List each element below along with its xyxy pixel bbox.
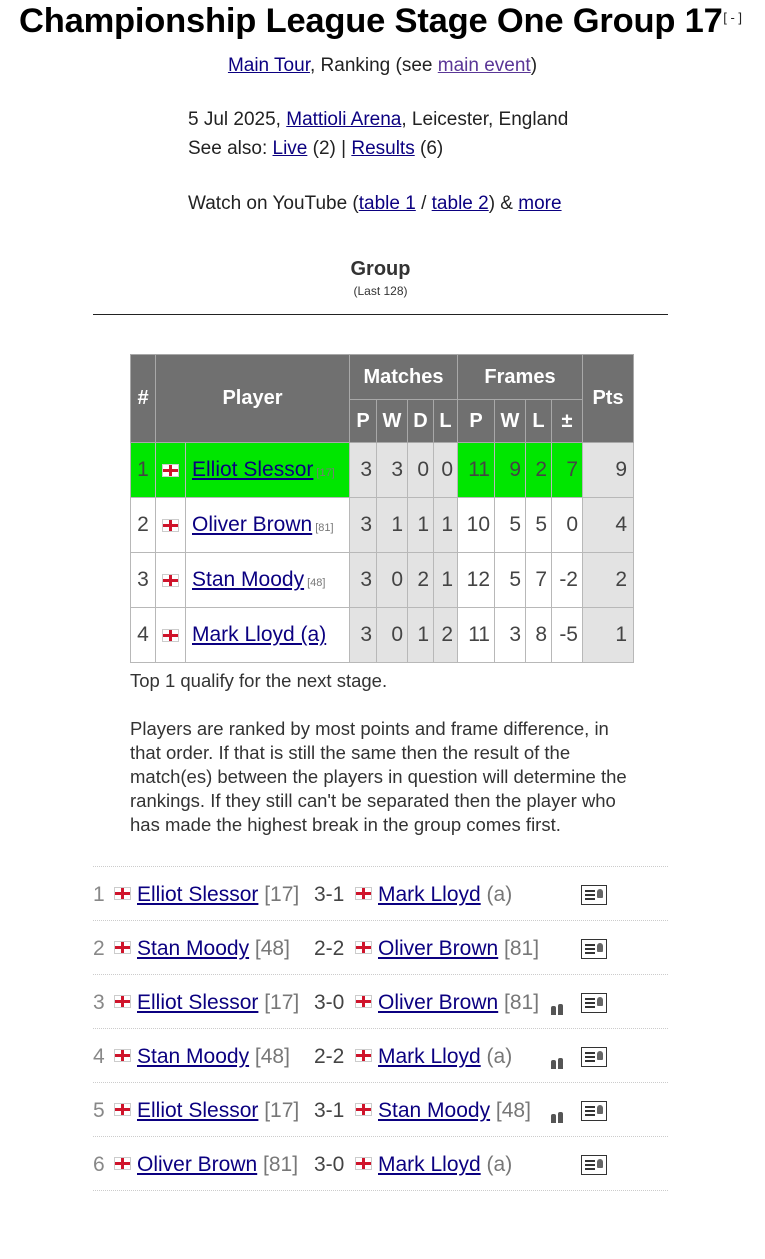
results-link[interactable]: Results [351, 138, 415, 159]
header-frame-difference: ± [552, 400, 583, 443]
frames-lost: 7 [526, 553, 552, 608]
group-heading [93, 258, 668, 298]
header-matches-won: W [377, 400, 408, 443]
england-flag-icon [114, 1049, 131, 1062]
youtube-line [188, 193, 562, 215]
match-detail-icon[interactable] [581, 993, 607, 1019]
match-detail-icon[interactable] [581, 1101, 607, 1127]
header-position: # [131, 355, 156, 443]
match-row [93, 975, 668, 1029]
row-position: 4 [131, 608, 156, 663]
frames-won: 9 [495, 443, 526, 498]
ranking-rules-note: Players are ranked by most points and frame difference, in that order. If that is still the same then the result of the match(es) between the players in question will determine the rankings. If they still can't be separated then the player who has made the highest break in the group comes first. [130, 718, 627, 835]
match-number: 4 [93, 1045, 105, 1068]
frames-lost: 5 [526, 498, 552, 553]
matches-lost: 0 [434, 443, 458, 498]
frame-difference: -2 [552, 553, 583, 608]
see-also-label: See also: [188, 138, 273, 159]
england-flag-icon [162, 464, 179, 477]
matches-won: 0 [377, 553, 408, 608]
header-matches-drawn: D [408, 400, 434, 443]
live-link[interactable]: Live [272, 138, 308, 159]
frames-played: 11 [458, 443, 495, 498]
header-frames: Frames [458, 355, 583, 400]
matches-lost: 1 [434, 498, 458, 553]
frame-difference: -5 [552, 608, 583, 663]
page-title: Championship League Stage One Group 17 [19, 2, 723, 40]
frame-difference: 7 [552, 443, 583, 498]
england-flag-icon [114, 1103, 131, 1116]
player1-link[interactable]: Elliot Slessor [137, 1099, 259, 1122]
match-player2 [355, 937, 539, 961]
player1-seed: [17] [258, 991, 300, 1014]
player1-link[interactable]: Stan Moody [137, 937, 250, 960]
england-flag-icon [355, 887, 372, 900]
match-score: 2-2 [314, 1045, 345, 1068]
match-row [93, 1029, 668, 1083]
match-detail-icon[interactable] [581, 885, 607, 911]
player-seed: [17] [316, 467, 335, 479]
england-flag-icon [162, 574, 179, 587]
match-row [93, 867, 668, 921]
live-count: (2) | [307, 138, 352, 159]
header-points: Pts [583, 355, 634, 443]
flag-cell [156, 498, 186, 553]
england-flag-icon [162, 519, 179, 532]
frames-played: 10 [458, 498, 495, 553]
player2-link[interactable]: Oliver Brown [378, 937, 499, 960]
matches-drawn: 1 [408, 498, 434, 553]
player-link[interactable]: Mark Lloyd (a) [192, 623, 327, 646]
matches-played: 3 [350, 498, 377, 553]
header-matches: Matches [350, 355, 458, 400]
header-matches-lost: L [434, 400, 458, 443]
england-flag-icon [114, 1157, 131, 1170]
collapse-toggle[interactable]: [ - ] [723, 10, 742, 25]
match-score: 3-1 [314, 1099, 345, 1122]
event-date: 5 Jul 2025, [188, 109, 287, 130]
flag-cell [156, 553, 186, 608]
match-detail-icon[interactable] [581, 1047, 607, 1073]
row-position: 3 [131, 553, 156, 608]
match-number: 3 [93, 991, 105, 1014]
player1-link[interactable]: Stan Moody [137, 1045, 250, 1068]
matches-played: 3 [350, 553, 377, 608]
player1-seed: [17] [258, 1099, 300, 1122]
player1-seed: [81] [257, 1153, 299, 1176]
row-position: 2 [131, 498, 156, 553]
match-row [93, 921, 668, 975]
player-seed: [81] [315, 522, 334, 534]
player2-seed: (a) [480, 1045, 513, 1068]
matches-drawn: 0 [408, 443, 434, 498]
match-player2 [355, 1045, 512, 1069]
flag-cell [156, 608, 186, 663]
frames-played: 12 [458, 553, 495, 608]
close-paren: ) [530, 55, 538, 76]
divider [93, 314, 668, 315]
match-score: 3-0 [314, 991, 345, 1014]
match-row [93, 1083, 668, 1137]
table1-link[interactable]: table 1 [358, 193, 416, 214]
youtube-prefix: Watch on YouTube ( [188, 193, 359, 214]
player1-seed: [48] [249, 1045, 290, 1068]
match-player1 [114, 991, 299, 1015]
match-player1 [114, 937, 290, 961]
match-player1 [114, 883, 299, 907]
head-to-head-icon[interactable] [549, 1105, 567, 1129]
tour-navigation [0, 55, 765, 77]
points: 1 [583, 608, 634, 663]
youtube-mid: ) & [488, 193, 519, 214]
player2-seed: [48] [490, 1099, 531, 1122]
england-flag-icon [355, 1157, 372, 1170]
matches-lost: 1 [434, 553, 458, 608]
match-row [93, 1137, 668, 1191]
player2-link[interactable]: Stan Moody [378, 1099, 491, 1122]
points: 4 [583, 498, 634, 553]
player-seed: [48] [307, 577, 326, 589]
group-subtitle: (Last 128) [353, 284, 408, 298]
match-number: 6 [93, 1153, 105, 1176]
table-row [131, 608, 634, 663]
player-cell [186, 443, 350, 498]
player-link[interactable]: Oliver Brown [192, 513, 313, 536]
player2-link[interactable]: Mark Lloyd [378, 1153, 481, 1176]
match-player1 [114, 1045, 290, 1069]
england-flag-icon [355, 995, 372, 1008]
row-position: 1 [131, 443, 156, 498]
date-venue-line [188, 105, 568, 134]
match-number: 5 [93, 1099, 105, 1122]
table-row [131, 443, 634, 498]
player-cell [186, 553, 350, 608]
header-frames-played: P [458, 400, 495, 443]
match-player2 [355, 991, 539, 1015]
match-detail-icon[interactable] [581, 1155, 607, 1181]
table2-link[interactable]: table 2 [431, 193, 489, 214]
see-also-line [188, 134, 568, 163]
player2-link[interactable]: Mark Lloyd [378, 883, 481, 906]
frames-won: 3 [495, 608, 526, 663]
player2-seed: (a) [480, 883, 513, 906]
event-location: , Leicester, England [401, 109, 569, 130]
header-frames-lost: L [526, 400, 552, 443]
match-number: 1 [93, 883, 105, 906]
match-player2 [355, 1099, 531, 1123]
main-event-link[interactable]: main event [437, 55, 531, 76]
head-to-head-icon[interactable] [549, 1051, 567, 1075]
england-flag-icon [355, 1049, 372, 1062]
table-separator: / [415, 193, 432, 214]
match-player2 [355, 883, 512, 907]
player1-link[interactable]: Elliot Slessor [137, 991, 259, 1014]
matches-played: 3 [350, 608, 377, 663]
flag-cell [156, 443, 186, 498]
header-frames-won: W [495, 400, 526, 443]
match-number: 2 [93, 937, 105, 960]
england-flag-icon [114, 995, 131, 1008]
match-player1 [114, 1099, 299, 1123]
ranking-text: , Ranking (see [309, 55, 438, 76]
player-link[interactable]: Elliot Slessor [192, 458, 314, 481]
venue-link[interactable]: Mattioli Arena [286, 109, 402, 130]
group-title: Group [350, 258, 411, 280]
match-player1 [114, 1153, 298, 1177]
event-info [188, 105, 568, 163]
header-player: Player [156, 355, 350, 443]
table-row [131, 498, 634, 553]
frames-lost: 2 [526, 443, 552, 498]
match-list [93, 866, 668, 1191]
matches-lost: 2 [434, 608, 458, 663]
player2-seed: (a) [480, 1153, 513, 1176]
match-score: 3-0 [314, 1153, 345, 1176]
england-flag-icon [162, 629, 179, 642]
match-detail-icon[interactable] [581, 939, 607, 965]
match-player2 [355, 1153, 512, 1177]
table-row [131, 553, 634, 608]
player2-link[interactable]: Mark Lloyd [378, 1045, 481, 1068]
player2-seed: [81] [498, 937, 540, 960]
matches-played: 3 [350, 443, 377, 498]
player2-seed: [81] [498, 991, 540, 1014]
player2-link[interactable]: Oliver Brown [378, 991, 499, 1014]
england-flag-icon [355, 1103, 372, 1116]
matches-won: 3 [377, 443, 408, 498]
frames-played: 11 [458, 608, 495, 663]
match-score: 2-2 [314, 937, 345, 960]
frames-won: 5 [495, 498, 526, 553]
player-cell [186, 608, 350, 663]
player1-link[interactable]: Oliver Brown [137, 1153, 258, 1176]
standings-table [130, 354, 634, 663]
matches-drawn: 1 [408, 608, 434, 663]
frames-lost: 8 [526, 608, 552, 663]
more-link[interactable]: more [518, 193, 562, 214]
head-to-head-icon[interactable] [549, 997, 567, 1021]
england-flag-icon [114, 887, 131, 900]
player-cell [186, 498, 350, 553]
matches-won: 0 [377, 608, 408, 663]
frames-won: 5 [495, 553, 526, 608]
qualify-note: Top 1 qualify for the next stage. [130, 670, 388, 691]
points: 9 [583, 443, 634, 498]
main-tour-link[interactable]: Main Tour [227, 55, 310, 76]
match-score: 3-1 [314, 883, 345, 906]
matches-drawn: 2 [408, 553, 434, 608]
points: 2 [583, 553, 634, 608]
results-count: (6) [414, 138, 444, 159]
player1-link[interactable]: Elliot Slessor [137, 883, 259, 906]
england-flag-icon [355, 941, 372, 954]
england-flag-icon [114, 941, 131, 954]
player1-seed: [48] [249, 937, 290, 960]
matches-won: 1 [377, 498, 408, 553]
player-link[interactable]: Stan Moody [192, 568, 305, 591]
player1-seed: [17] [258, 883, 300, 906]
frame-difference: 0 [552, 498, 583, 553]
header-matches-played: P [350, 400, 377, 443]
